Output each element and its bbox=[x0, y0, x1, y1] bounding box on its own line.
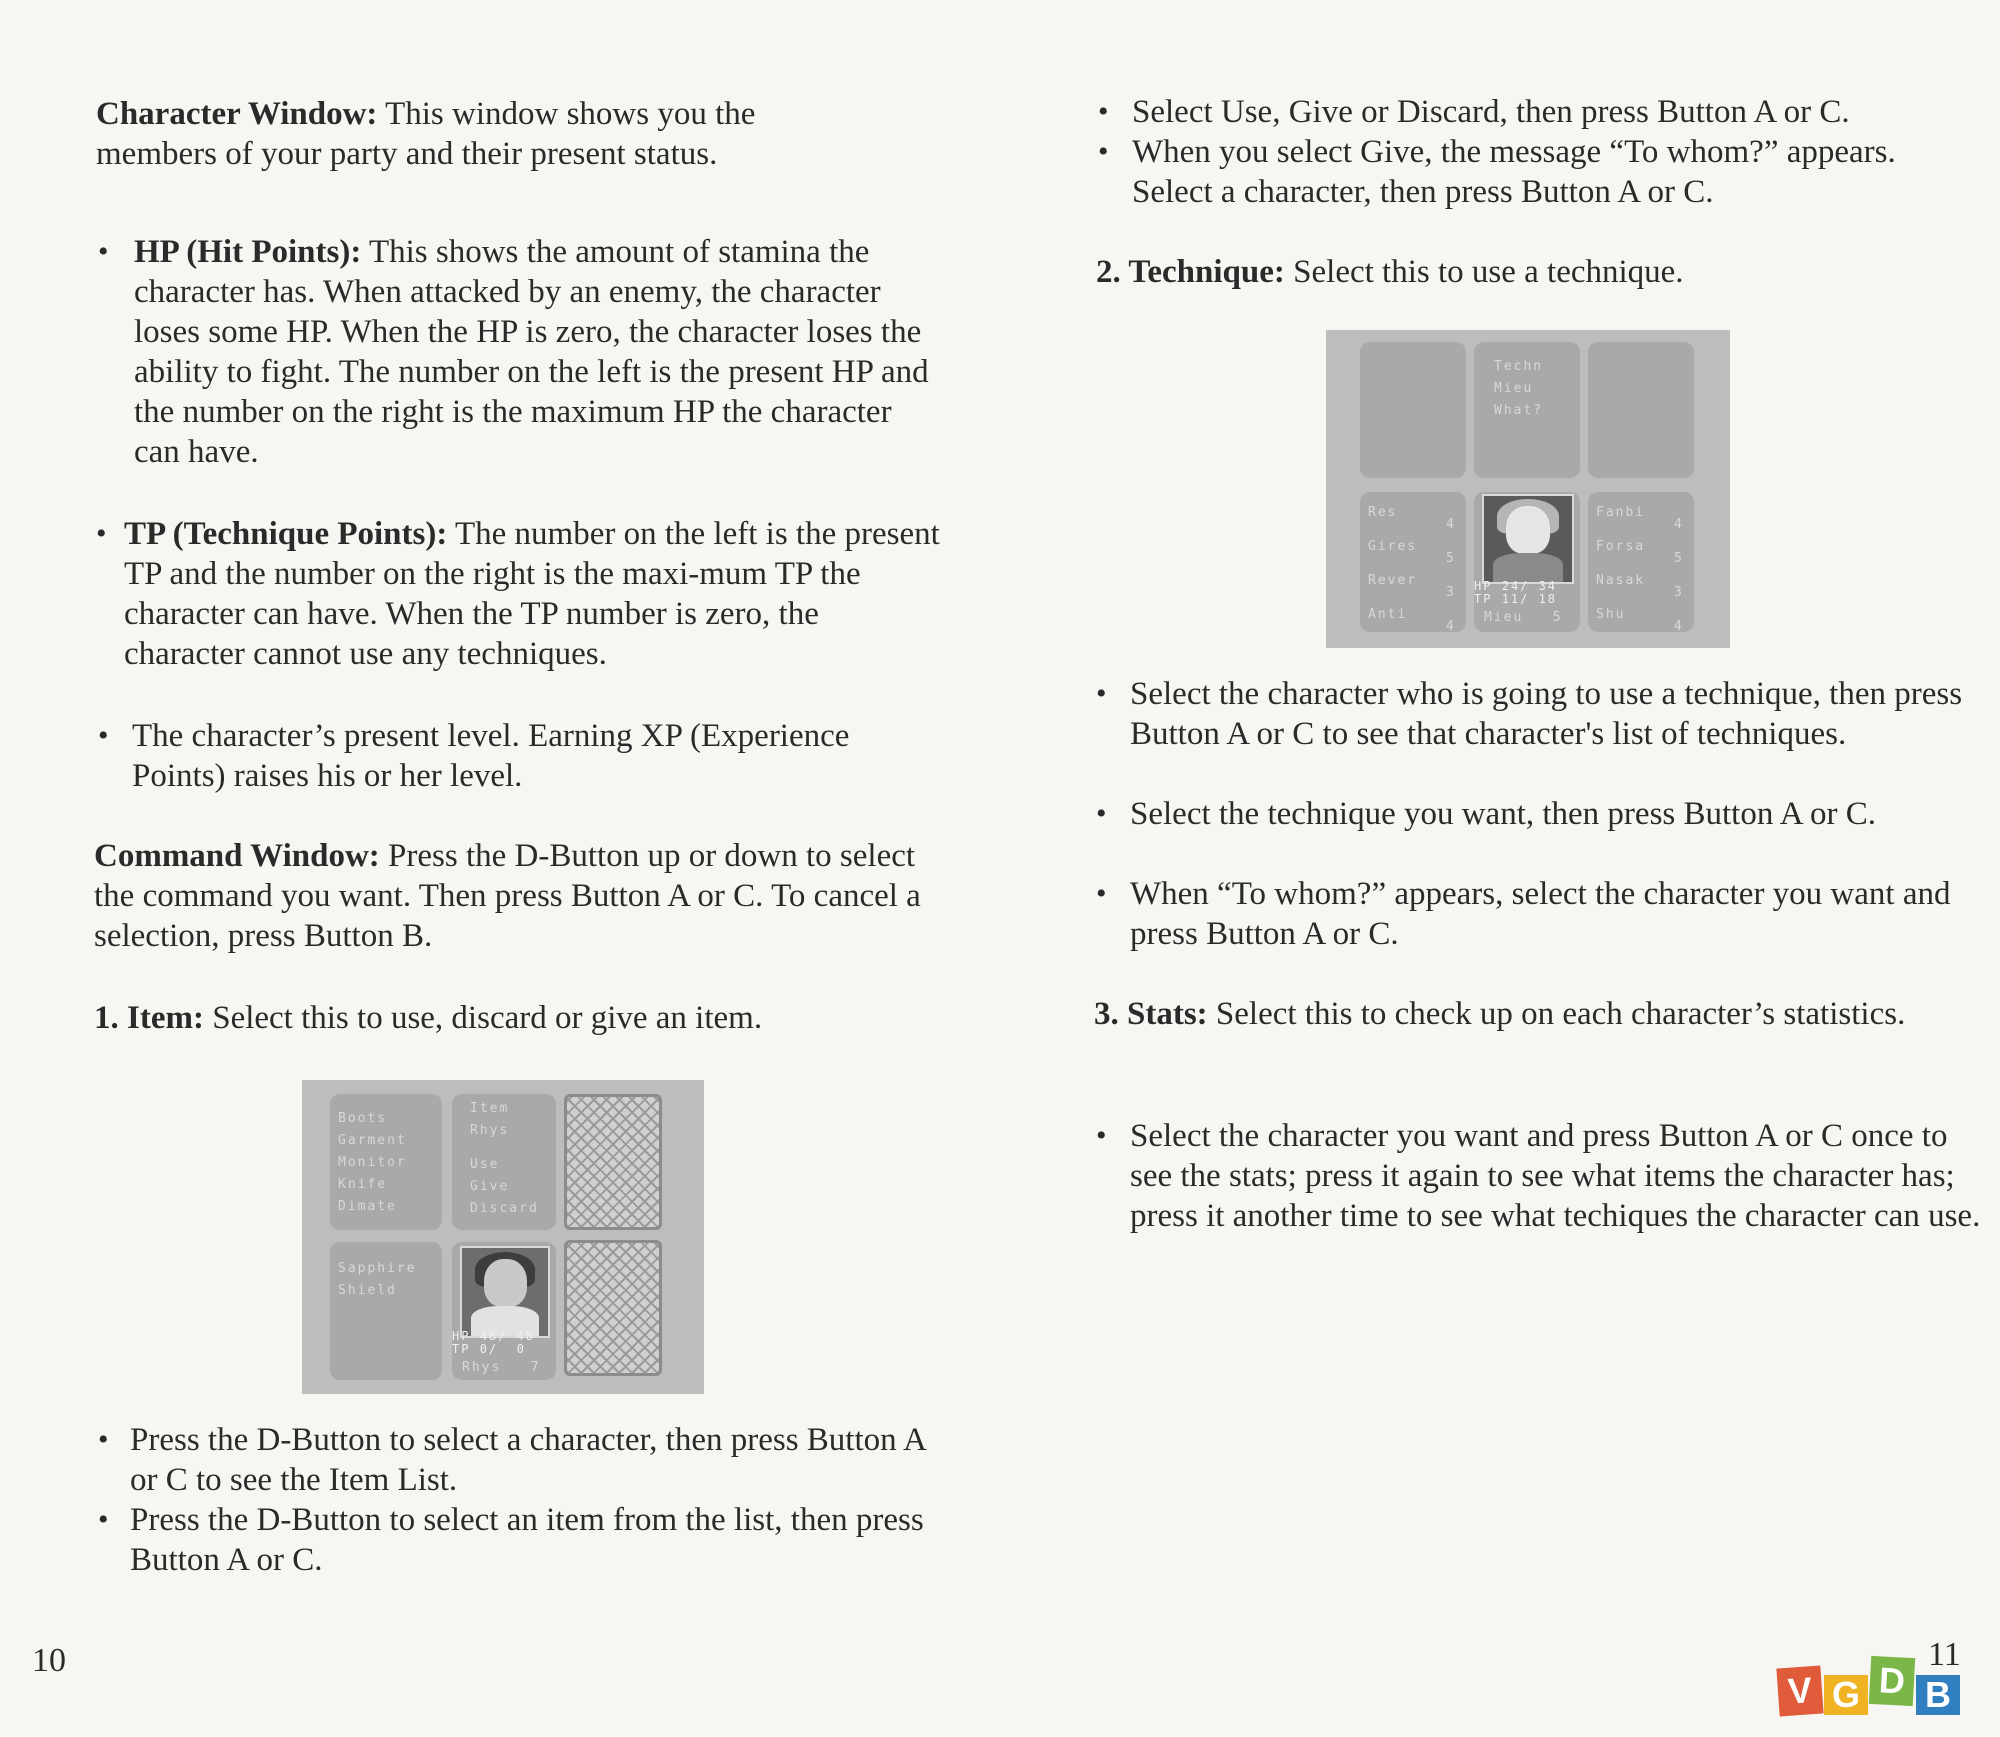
technique-screenshot bbox=[1326, 330, 1730, 648]
card-back-bottom bbox=[564, 1240, 662, 1376]
tech-menu: Techn Mieu What? bbox=[1494, 359, 1544, 418]
item-heading: 1. Item: Select this to use, discard or give an item. bbox=[94, 1000, 763, 1036]
tech-left-nums: 4 5 3 4 bbox=[1446, 517, 1456, 634]
tech-list-right bbox=[1588, 492, 1694, 632]
logo-letter-b: B bbox=[1916, 1675, 1960, 1715]
inventory-panel bbox=[330, 1094, 442, 1230]
page-number-right: 11 bbox=[1928, 1636, 1961, 1673]
item-screenshot bbox=[302, 1080, 704, 1394]
command-window-paragraph: Command Window: Press the D-Button up or down to select the command you want. Then press Button A or C. To cancel a selection, press Button B. bbox=[94, 838, 921, 954]
character-panel-mieu bbox=[1474, 492, 1580, 632]
tech-right-names: Fanbi Forsa Nasak Shu bbox=[1596, 505, 1646, 622]
tech-empty-panel-right bbox=[1588, 342, 1694, 478]
mieu-stats: HP 24/ 34 TP 11/ 18 bbox=[1474, 579, 1558, 606]
character-panel-rhys bbox=[452, 1242, 556, 1380]
item-use-bullet: • Select Use, Give or Discard, then press Button A or C. bbox=[1098, 94, 1850, 130]
rhys-stats: HP 48/ 48 TP 0/ 0 bbox=[452, 1329, 536, 1356]
card-back-top bbox=[564, 1094, 662, 1230]
stats-heading: 3. Stats: Select this to check up on each character’s statistics. bbox=[1094, 996, 1906, 1032]
inventory-list: Boots Garment Monitor Knife Dimate bbox=[338, 1111, 407, 1214]
item-menu-header: Item Rhys bbox=[470, 1101, 510, 1138]
rhys-name-level: Rhys 7 bbox=[462, 1360, 541, 1375]
item-bullet-1: • Press the D-Button to select a character, then press Button A or C to see the Item List. bbox=[98, 1422, 926, 1498]
logo-letter-v: V bbox=[1776, 1666, 1823, 1717]
tech-left-names: Res Gires Rever Anti bbox=[1368, 505, 1418, 622]
vgdb-logo bbox=[1778, 1655, 1968, 1715]
character-window-paragraph: Character Window: This window shows you the members of your party and their present status. bbox=[96, 96, 756, 172]
tech-list-left bbox=[1360, 492, 1466, 632]
logo-letter-g: G bbox=[1824, 1675, 1868, 1715]
give-bullet: • When you select Give, the message “To whom?” appears. Select a character, then press Button A or C. bbox=[1098, 134, 1896, 210]
hp-bullet: • HP (Hit Points): This shows the amount of stamina the character has. When attacked by an enemy, the character loses some HP. When the HP is zero, the character loses the ability to fight. The number on the left is the present HP and the number on the right is the maximum HP the character can have. bbox=[98, 234, 929, 470]
item-bullet-2: • Press the D-Button to select an item from the list, then press Button A or C. bbox=[98, 1502, 924, 1578]
level-bullet: • The character’s present level. Earning XP (Experience Points) raises his or her level. bbox=[98, 718, 850, 794]
tech-right-nums: 4 5 3 4 bbox=[1674, 517, 1684, 634]
mieu-portrait bbox=[1482, 494, 1574, 584]
tech-menu-panel bbox=[1474, 342, 1580, 478]
item-menu-options: Use Give Discard bbox=[470, 1157, 539, 1216]
equipment-list: Sapphire Shield bbox=[338, 1261, 417, 1298]
logo-letter-d: D bbox=[1869, 1656, 1915, 1706]
mieu-name-level: Mieu 5 bbox=[1484, 610, 1563, 625]
technique-bullet-1: • Select the character who is going to use a technique, then press Button A or C to see that character's list of techniques. bbox=[1096, 676, 1963, 752]
technique-bullet-2: • Select the technique you want, then press Button A or C. bbox=[1096, 796, 1877, 832]
tp-bullet: • TP (Technique Points): The number on the left is the present TP and the number on the right is the maxi-mum TP the character can have. When the TP number is zero, the character cannot use any techniques. bbox=[96, 516, 940, 672]
page-number-left: 10 bbox=[32, 1642, 66, 1679]
equipment-panel bbox=[330, 1242, 442, 1380]
item-menu-panel bbox=[452, 1094, 556, 1230]
technique-heading: 2. Technique: Select this to use a technique. bbox=[1096, 254, 1684, 290]
tech-empty-panel-left bbox=[1360, 342, 1466, 478]
rhys-portrait bbox=[460, 1246, 550, 1338]
stats-bullet: • Select the character you want and press Button A or C once to see the stats; press it again to see what items the character has; press it another time to see what techiques the character can use. bbox=[1096, 1118, 1981, 1234]
technique-bullet-3: • When “To whom?” appears, select the character you want and press Button A or C. bbox=[1096, 876, 1951, 952]
